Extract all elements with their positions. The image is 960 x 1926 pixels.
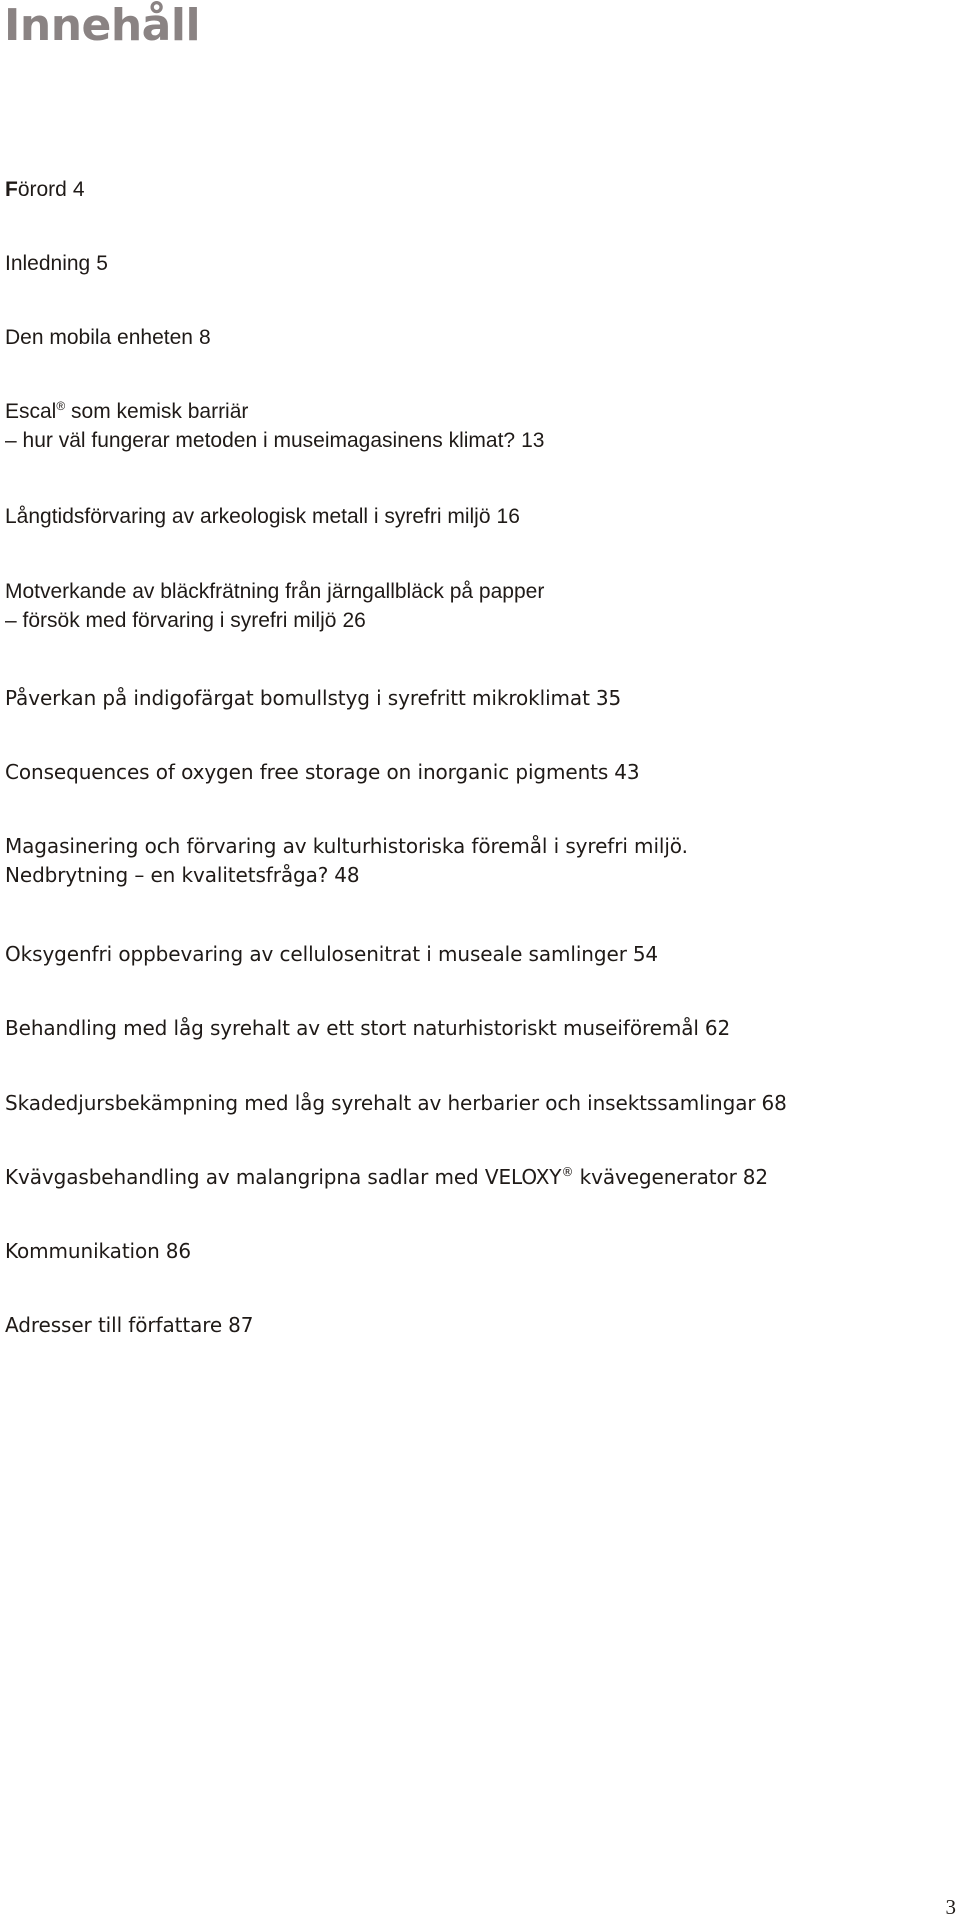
toc-entry-arkeologisk-metall[interactable] (5, 502, 520, 531)
toc-entry-line2 (5, 606, 544, 635)
toc-entry-adresser[interactable] (5, 1311, 253, 1340)
toc-entry-page: 48 (334, 863, 360, 887)
toc-entry-kommunikation[interactable] (5, 1237, 191, 1266)
toc-entry-subtitle: Nedbrytning – en kvalitetsfråga? (5, 863, 329, 887)
toc-entry-naturhistoriskt[interactable] (5, 1014, 730, 1043)
toc-entry-title: Adresser till författare (5, 1313, 223, 1337)
registered-mark: ® (56, 399, 66, 413)
toc-entry-title: Escal (5, 400, 57, 423)
toc-entry-page: 87 (228, 1313, 254, 1337)
toc-entry-line1 (5, 397, 544, 426)
toc-entry-title-cont: kvävegenerator (573, 1165, 737, 1189)
toc-entry-page: 68 (761, 1091, 787, 1115)
toc-entry-forord[interactable] (5, 175, 85, 204)
page-number: 3 (945, 1895, 956, 1919)
toc-entry-page: 43 (614, 760, 640, 784)
toc-entry-page: 16 (496, 505, 520, 528)
toc-entry-title: Motverkande av bläckfrätning från järngallbläck på papper (5, 580, 545, 603)
registered-mark: ® (561, 1165, 574, 1179)
toc-entry-page: 35 (595, 686, 622, 710)
toc-entry-skadedjursbekampning[interactable] (5, 1089, 787, 1118)
toc-entry-title: Skadedjursbekämpning med låg syrehalt av herbarier och insektssamlingar (5, 1091, 756, 1115)
toc-entry-inorganic-pigments[interactable] (5, 758, 640, 787)
page-title: Innehåll (4, 0, 201, 51)
toc-entry-title-cont: som kemisk barriär (65, 400, 249, 423)
toc-entry-blackfratning[interactable] (5, 577, 544, 635)
toc-entry-page: 62 (704, 1016, 731, 1040)
toc-entry-indigofargat[interactable] (5, 684, 621, 713)
toc-entry-page: 82 (742, 1165, 769, 1189)
toc-entry-title: Påverkan på indigofärgat bomullstyg i syrefritt mikroklimat (5, 686, 590, 710)
toc-entry-mobila-enheten[interactable] (5, 323, 211, 352)
toc-entry-page: 13 (521, 429, 545, 452)
toc-entry-page: 86 (165, 1239, 191, 1263)
toc-entry-line2 (5, 426, 544, 455)
toc-entry-title: Behandling med låg syrehalt av ett stort naturhistoriskt museiföremål (5, 1016, 699, 1040)
toc-entry-title: Consequences of oxygen free storage on inorganic pigments (5, 760, 609, 784)
toc-entry-page: 26 (342, 609, 366, 632)
toc-entry-magasinering[interactable] (5, 832, 688, 890)
toc-entry-subtitle: – hur väl fungerar metoden i museimagasinens klimat? (5, 429, 516, 452)
toc-entry-title: Den mobila enheten (5, 326, 193, 349)
toc-entry-page: 54 (632, 942, 659, 966)
toc-entry-kvavgasbehandling[interactable] (5, 1163, 768, 1192)
toc-entry-escal[interactable] (5, 397, 544, 455)
toc-entry-page: 5 (96, 252, 108, 275)
toc-entry-page: 8 (198, 326, 211, 349)
toc-entry-title: Kommunikation (5, 1239, 160, 1263)
toc-entry-title: Långtidsförvaring av arkeologisk metall i syrefri miljö (5, 505, 491, 528)
toc-entry-title: Kvävgasbehandling av malangripna sadlar med VELOXY (5, 1165, 562, 1189)
toc-entry-cellulosenitrat[interactable] (5, 940, 658, 969)
toc-entry-subtitle: – försök med förvaring i syrefri miljö (5, 609, 337, 632)
toc-entry-title: Oksygenfri oppbevaring av cellulosenitrat i museale samlinger (5, 942, 627, 966)
toc-entry-title: örord (17, 178, 67, 201)
toc-entry-page: 4 (72, 178, 85, 201)
toc-entry-inledning[interactable] (5, 249, 108, 278)
toc-entry-title: Inledning (5, 252, 91, 275)
toc-entry-line2 (5, 861, 688, 890)
toc-entry-title: Magasinering och förvaring av kulturhistoriska föremål i syrefri miljö. (5, 834, 688, 858)
toc-entry-first-letter: F (5, 178, 18, 201)
